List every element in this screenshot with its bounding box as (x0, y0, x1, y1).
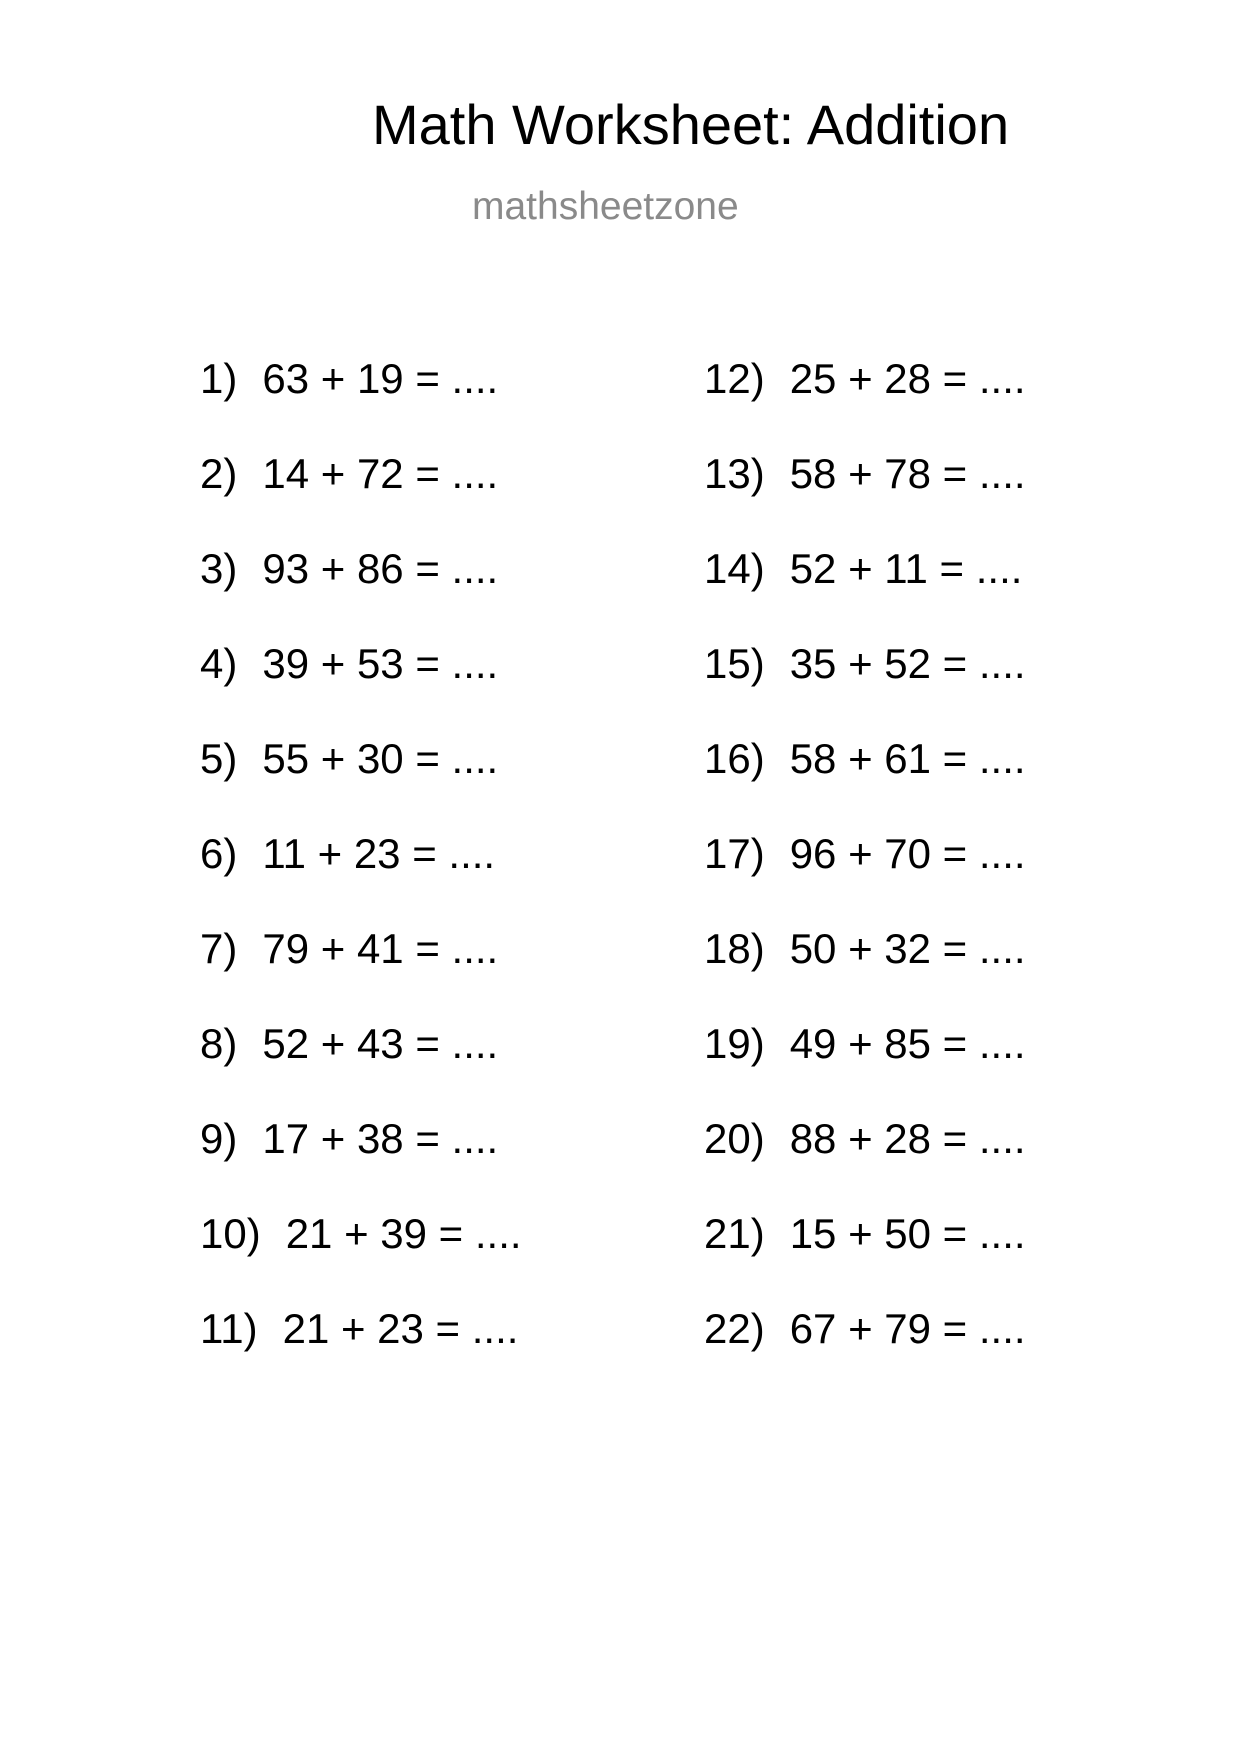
problem-item (704, 639, 1026, 689)
problem-expression: 58 + 61 = .... (789, 735, 1026, 782)
problem-item (704, 1019, 1026, 1069)
problem-item (704, 1114, 1026, 1164)
problem-expression: 35 + 52 = .... (789, 640, 1026, 687)
problem-expression: 55 + 30 = .... (262, 735, 499, 782)
problem-item (200, 734, 498, 784)
problem-expression: 21 + 23 = .... (282, 1305, 519, 1352)
problem-expression: 17 + 38 = .... (262, 1115, 499, 1162)
problem-item (704, 924, 1026, 974)
problem-number: 10) (200, 1210, 261, 1257)
problem-number: 7) (200, 925, 238, 972)
problem-expression: 15 + 50 = .... (789, 1210, 1026, 1257)
problem-number: 11) (200, 1305, 258, 1352)
problem-expression: 96 + 70 = .... (789, 830, 1026, 877)
problem-item (200, 354, 498, 404)
problem-item (704, 1304, 1026, 1354)
problem-number: 2) (200, 450, 238, 497)
problem-item (200, 1209, 522, 1259)
problem-expression: 11 + 23 = .... (262, 830, 496, 877)
problem-expression: 67 + 79 = .... (789, 1305, 1026, 1352)
problem-number: 19) (704, 1020, 765, 1067)
problem-number: 5) (200, 735, 238, 782)
problem-expression: 21 + 39 = .... (285, 1210, 522, 1257)
problem-number: 9) (200, 1115, 238, 1162)
problem-item (200, 639, 498, 689)
problem-item (200, 449, 498, 499)
problem-expression: 79 + 41 = .... (262, 925, 499, 972)
problem-number: 6) (200, 830, 238, 877)
problem-number: 21) (704, 1210, 765, 1257)
problem-item (704, 449, 1026, 499)
problem-expression: 52 + 43 = .... (262, 1020, 499, 1067)
problem-number: 1) (200, 355, 238, 402)
problem-expression: 50 + 32 = .... (789, 925, 1026, 972)
problem-item (200, 1019, 498, 1069)
problem-item (200, 1304, 518, 1354)
problem-expression: 93 + 86 = .... (262, 545, 499, 592)
problem-item (704, 829, 1026, 879)
problem-number: 4) (200, 640, 238, 687)
problem-expression: 14 + 72 = .... (262, 450, 499, 497)
problem-number: 17) (704, 830, 765, 877)
problem-number: 18) (704, 925, 765, 972)
problem-number: 3) (200, 545, 238, 592)
worksheet-title: Math Worksheet: Addition (372, 93, 1010, 156)
problem-expression: 39 + 53 = .... (262, 640, 499, 687)
problem-expression: 52 + 11 = .... (789, 545, 1023, 592)
problem-number: 15) (704, 640, 765, 687)
problem-expression: 88 + 28 = .... (789, 1115, 1026, 1162)
problem-expression: 58 + 78 = .... (789, 450, 1026, 497)
problem-number: 12) (704, 355, 765, 402)
problem-item (200, 924, 498, 974)
problem-number: 16) (704, 735, 765, 782)
problem-expression: 49 + 85 = .... (789, 1020, 1026, 1067)
problem-item (200, 829, 495, 879)
problem-item (200, 1114, 498, 1164)
problem-expression: 63 + 19 = .... (262, 355, 499, 402)
problem-number: 13) (704, 450, 765, 497)
problem-item (704, 544, 1022, 594)
problem-item (704, 354, 1026, 404)
problem-number: 20) (704, 1115, 765, 1162)
problem-number: 14) (704, 545, 765, 592)
problem-number: 8) (200, 1020, 238, 1067)
problem-item (200, 544, 498, 594)
worksheet-subtitle: mathsheetzone (472, 185, 739, 228)
problem-item (704, 1209, 1026, 1259)
problem-item (704, 734, 1026, 784)
problem-expression: 25 + 28 = .... (789, 355, 1026, 402)
problem-number: 22) (704, 1305, 765, 1352)
